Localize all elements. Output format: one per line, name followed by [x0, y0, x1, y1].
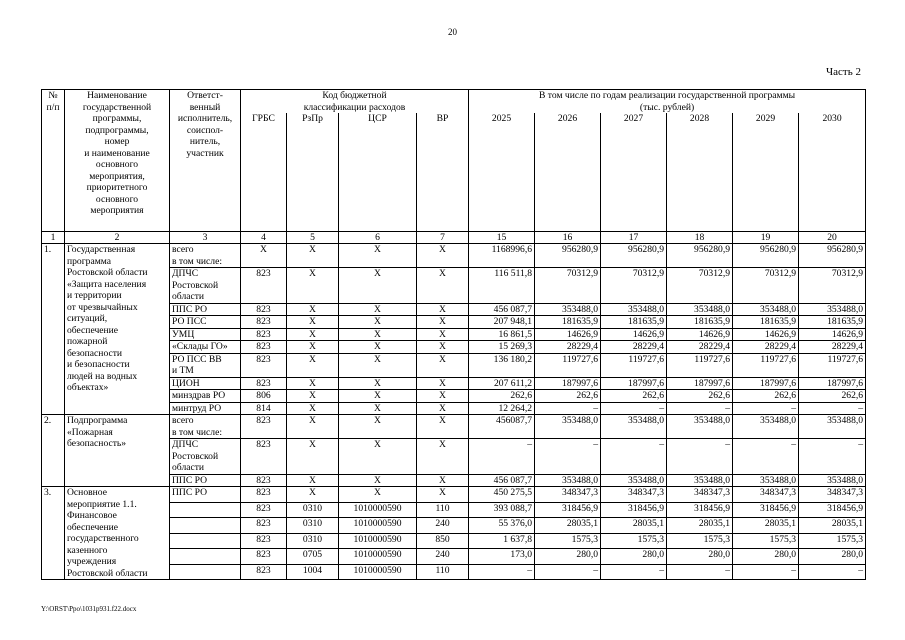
vr-cell: 850 [417, 533, 469, 549]
rzpr-cell: 0705 [287, 549, 339, 565]
header-code-col: ГРБС [241, 113, 287, 231]
y2029-cell: 28229,4 [733, 341, 799, 354]
rzpr-cell: Х [287, 268, 339, 304]
y2030-cell: 318456,9 [799, 502, 866, 518]
y2025-cell: 136 180,2 [469, 353, 535, 377]
executor-cell: РО ПСС ВВ и ТМ [170, 353, 241, 377]
y2029-cell: 280,0 [733, 549, 799, 565]
grbs-cell: 823 [241, 474, 287, 487]
y2030-cell: 187997,6 [799, 377, 866, 390]
y2025-cell: 12 264,2 [469, 402, 535, 415]
header-num: № п/п [42, 90, 65, 232]
csr-cell: Х [339, 487, 417, 503]
header-executor: Ответст- венный исполнитель, соиспол- нитель, участник [170, 90, 241, 232]
executor-cell: РО ПСС [170, 316, 241, 329]
csr-cell: Х [339, 402, 417, 415]
y2025-cell: 1 637,8 [469, 533, 535, 549]
column-number: 3 [170, 231, 241, 244]
executor-cell: ППС РО [170, 303, 241, 316]
y2029-cell: 262,6 [733, 390, 799, 403]
rzpr-cell: 0310 [287, 502, 339, 518]
y2029-cell: – [733, 402, 799, 415]
csr-cell: Х [339, 341, 417, 354]
executor-cell: всего в том числе: [170, 415, 241, 439]
column-number: 4 [241, 231, 287, 244]
csr-cell: Х [339, 328, 417, 341]
y2030-cell: 353488,0 [799, 474, 866, 487]
row-number: 1. [42, 244, 65, 415]
header-year: 2028 [667, 113, 733, 231]
y2026-cell: 14626,9 [535, 328, 601, 341]
header-year: 2030 [799, 113, 866, 231]
y2026-cell: 280,0 [535, 549, 601, 565]
column-number: 1 [42, 231, 65, 244]
rzpr-cell: Х [287, 487, 339, 503]
y2028-cell: 14626,9 [667, 328, 733, 341]
executor-cell: минздрав РО [170, 390, 241, 403]
executor-cell [170, 502, 241, 518]
header-code-col: ВР [417, 113, 469, 231]
y2030-cell: 280,0 [799, 549, 866, 565]
rzpr-cell: Х [287, 303, 339, 316]
rzpr-cell: Х [287, 415, 339, 439]
rzpr-cell: Х [287, 474, 339, 487]
y2026-cell: 262,6 [535, 390, 601, 403]
grbs-cell: 823 [241, 439, 287, 475]
vr-cell: Х [417, 402, 469, 415]
y2029-cell: 318456,9 [733, 502, 799, 518]
vr-cell: 110 [417, 502, 469, 518]
y2030-cell: 28035,1 [799, 518, 866, 534]
y2030-cell: 70312,9 [799, 268, 866, 304]
y2027-cell: 28229,4 [601, 341, 667, 354]
y2025-cell: 116 511,8 [469, 268, 535, 304]
y2027-cell: 956280,9 [601, 244, 667, 268]
csr-cell: Х [339, 377, 417, 390]
y2027-cell: – [601, 439, 667, 475]
header-years-group: В том числе по годам реализации государственной программы (тыс. рублей) [469, 90, 866, 114]
y2029-cell: 119727,6 [733, 353, 799, 377]
column-number: 6 [339, 231, 417, 244]
grbs-cell: Х [241, 244, 287, 268]
y2028-cell: 28035,1 [667, 518, 733, 534]
vr-cell: Х [417, 487, 469, 503]
y2027-cell: 353488,0 [601, 474, 667, 487]
y2025-cell: 173,0 [469, 549, 535, 565]
y2026-cell: – [535, 439, 601, 475]
y2025-cell: – [469, 564, 535, 580]
y2026-cell: 353488,0 [535, 474, 601, 487]
y2028-cell: 1575,3 [667, 533, 733, 549]
header-code-col: ЦСР [339, 113, 417, 231]
y2030-cell: – [799, 439, 866, 475]
header-year: 2027 [601, 113, 667, 231]
y2030-cell: – [799, 564, 866, 580]
y2030-cell: 181635,9 [799, 316, 866, 329]
header-year: 2029 [733, 113, 799, 231]
y2025-cell: 456 087,7 [469, 303, 535, 316]
grbs-cell: 814 [241, 402, 287, 415]
vr-cell: Х [417, 390, 469, 403]
vr-cell: Х [417, 377, 469, 390]
vr-cell: Х [417, 353, 469, 377]
rzpr-cell: 1004 [287, 564, 339, 580]
csr-cell: Х [339, 268, 417, 304]
budget-table [41, 89, 866, 580]
y2030-cell: 262,6 [799, 390, 866, 403]
column-number: 17 [601, 231, 667, 244]
y2028-cell: 318456,9 [667, 502, 733, 518]
executor-cell: УМЦ [170, 328, 241, 341]
y2027-cell: 14626,9 [601, 328, 667, 341]
y2025-cell: 456087,7 [469, 415, 535, 439]
y2029-cell: 348347,3 [733, 487, 799, 503]
rzpr-cell: 0310 [287, 533, 339, 549]
executor-cell: ЦИОН [170, 377, 241, 390]
grbs-cell: 823 [241, 487, 287, 503]
grbs-cell: 823 [241, 564, 287, 580]
y2027-cell: 70312,9 [601, 268, 667, 304]
grbs-cell: 823 [241, 328, 287, 341]
column-number: 18 [667, 231, 733, 244]
rzpr-cell: 0310 [287, 518, 339, 534]
y2028-cell: 353488,0 [667, 415, 733, 439]
y2025-cell: 207 948,1 [469, 316, 535, 329]
y2026-cell: 70312,9 [535, 268, 601, 304]
y2029-cell: 353488,0 [733, 474, 799, 487]
grbs-cell: 823 [241, 502, 287, 518]
y2028-cell: 119727,6 [667, 353, 733, 377]
executor-cell: всего в том числе: [170, 244, 241, 268]
y2027-cell: – [601, 402, 667, 415]
y2028-cell: 28229,4 [667, 341, 733, 354]
program-name: Государственная программа Ростовской области «Защита населения и территории от чрезвычайных ситуаций, обеспечение пожарной безопасности и безопасности людей на водных объектах» [65, 244, 170, 415]
y2025-cell: – [469, 439, 535, 475]
rzpr-cell: Х [287, 439, 339, 475]
grbs-cell: 823 [241, 268, 287, 304]
y2030-cell: 14626,9 [799, 328, 866, 341]
footer-file-path: Y:\ORST\Ppo\1031p931.f22.docx [41, 605, 137, 613]
y2027-cell: 181635,9 [601, 316, 667, 329]
y2030-cell: 353488,0 [799, 303, 866, 316]
row-number: 2. [42, 415, 65, 487]
y2026-cell: 956280,9 [535, 244, 601, 268]
executor-cell [170, 549, 241, 565]
table-row [42, 487, 866, 503]
grbs-cell: 823 [241, 316, 287, 329]
y2026-cell: 318456,9 [535, 502, 601, 518]
y2026-cell: 1575,3 [535, 533, 601, 549]
y2030-cell: 28229,4 [799, 341, 866, 354]
rzpr-cell: Х [287, 316, 339, 329]
csr-cell: Х [339, 474, 417, 487]
y2026-cell: 181635,9 [535, 316, 601, 329]
vr-cell: Х [417, 341, 469, 354]
grbs-cell: 823 [241, 377, 287, 390]
y2025-cell: 16 861,5 [469, 328, 535, 341]
y2025-cell: 450 275,5 [469, 487, 535, 503]
grbs-cell: 823 [241, 533, 287, 549]
executor-cell: минтруд РО [170, 402, 241, 415]
grbs-cell: 823 [241, 303, 287, 316]
y2026-cell: 187997,6 [535, 377, 601, 390]
header-name: Наименование государственной программы, подпрограммы, номер и наименование основного мероприятия, приоритетного основного мероприятия [65, 90, 170, 232]
header-year: 2026 [535, 113, 601, 231]
vr-cell: Х [417, 328, 469, 341]
y2029-cell: – [733, 564, 799, 580]
vr-cell: Х [417, 316, 469, 329]
grbs-cell: 823 [241, 341, 287, 354]
y2027-cell: 353488,0 [601, 303, 667, 316]
csr-cell: Х [339, 244, 417, 268]
csr-cell: 1010000590 [339, 518, 417, 534]
y2025-cell: 15 269,3 [469, 341, 535, 354]
y2026-cell: 348347,3 [535, 487, 601, 503]
rzpr-cell: Х [287, 377, 339, 390]
executor-cell: «Склады ГО» [170, 341, 241, 354]
y2029-cell: 28035,1 [733, 518, 799, 534]
vr-cell: Х [417, 439, 469, 475]
page-number: 20 [448, 27, 457, 37]
y2027-cell: – [601, 564, 667, 580]
y2030-cell: – [799, 402, 866, 415]
y2029-cell: – [733, 439, 799, 475]
y2025-cell: 393 088,7 [469, 502, 535, 518]
column-number: 16 [535, 231, 601, 244]
y2026-cell: – [535, 564, 601, 580]
csr-cell: Х [339, 316, 417, 329]
executor-cell [170, 533, 241, 549]
grbs-cell: 823 [241, 518, 287, 534]
column-number: 2 [65, 231, 170, 244]
grbs-cell: 823 [241, 353, 287, 377]
part-label: Часть 2 [826, 66, 861, 78]
y2026-cell: 353488,0 [535, 415, 601, 439]
y2029-cell: 956280,9 [733, 244, 799, 268]
y2029-cell: 70312,9 [733, 268, 799, 304]
grbs-cell: 823 [241, 549, 287, 565]
y2028-cell: 353488,0 [667, 474, 733, 487]
row-number: 3. [42, 487, 65, 580]
grbs-cell: 806 [241, 390, 287, 403]
executor-cell: ППС РО [170, 474, 241, 487]
header-budget-code: Код бюджетной классификации расходов [241, 90, 469, 114]
y2027-cell: 187997,6 [601, 377, 667, 390]
y2029-cell: 353488,0 [733, 415, 799, 439]
rzpr-cell: Х [287, 341, 339, 354]
grbs-cell: 823 [241, 415, 287, 439]
y2026-cell: 119727,6 [535, 353, 601, 377]
y2026-cell: – [535, 402, 601, 415]
y2028-cell: 353488,0 [667, 303, 733, 316]
rzpr-cell: Х [287, 390, 339, 403]
executor-cell: ДПЧС Ростовской области [170, 439, 241, 475]
executor-cell: ППС РО [170, 487, 241, 503]
y2028-cell: 181635,9 [667, 316, 733, 329]
y2029-cell: 353488,0 [733, 303, 799, 316]
header-code-col: РзПр [287, 113, 339, 231]
y2030-cell: 119727,6 [799, 353, 866, 377]
y2028-cell: – [667, 564, 733, 580]
y2028-cell: 348347,3 [667, 487, 733, 503]
y2025-cell: 456 087,7 [469, 474, 535, 487]
rzpr-cell: Х [287, 353, 339, 377]
rzpr-cell: Х [287, 402, 339, 415]
y2028-cell: 187997,6 [667, 377, 733, 390]
y2029-cell: 1575,3 [733, 533, 799, 549]
y2026-cell: 28035,1 [535, 518, 601, 534]
rzpr-cell: Х [287, 244, 339, 268]
csr-cell: Х [339, 353, 417, 377]
csr-cell: Х [339, 303, 417, 316]
column-number-row [42, 231, 866, 244]
y2030-cell: 1575,3 [799, 533, 866, 549]
csr-cell: Х [339, 390, 417, 403]
csr-cell: 1010000590 [339, 502, 417, 518]
executor-cell [170, 518, 241, 534]
csr-cell: Х [339, 439, 417, 475]
column-number: 5 [287, 231, 339, 244]
vr-cell: 240 [417, 549, 469, 565]
y2027-cell: 348347,3 [601, 487, 667, 503]
y2025-cell: 262,6 [469, 390, 535, 403]
table-header [42, 90, 866, 244]
executor-cell: ДПЧС Ростовской области [170, 268, 241, 304]
program-name: Основное мероприятие 1.1. Финансовое обеспечение государственного казенного учреждения Ростовской области [65, 487, 170, 580]
vr-cell: Х [417, 303, 469, 316]
y2028-cell: 70312,9 [667, 268, 733, 304]
vr-cell: 240 [417, 518, 469, 534]
y2030-cell: 353488,0 [799, 415, 866, 439]
y2026-cell: 353488,0 [535, 303, 601, 316]
y2026-cell: 28229,4 [535, 341, 601, 354]
y2027-cell: 119727,6 [601, 353, 667, 377]
y2029-cell: 187997,6 [733, 377, 799, 390]
column-number: 19 [733, 231, 799, 244]
vr-cell: Х [417, 415, 469, 439]
y2027-cell: 262,6 [601, 390, 667, 403]
y2025-cell: 55 376,0 [469, 518, 535, 534]
y2028-cell: – [667, 402, 733, 415]
column-number: 20 [799, 231, 866, 244]
y2027-cell: 353488,0 [601, 415, 667, 439]
vr-cell: Х [417, 474, 469, 487]
executor-cell [170, 564, 241, 580]
y2027-cell: 280,0 [601, 549, 667, 565]
y2029-cell: 181635,9 [733, 316, 799, 329]
y2028-cell: 262,6 [667, 390, 733, 403]
y2029-cell: 14626,9 [733, 328, 799, 341]
vr-cell: 110 [417, 564, 469, 580]
program-name: Подпрограмма «Пожарная безопасность» [65, 415, 170, 487]
y2027-cell: 1575,3 [601, 533, 667, 549]
y2027-cell: 318456,9 [601, 502, 667, 518]
y2028-cell: 280,0 [667, 549, 733, 565]
csr-cell: 1010000590 [339, 533, 417, 549]
y2027-cell: 28035,1 [601, 518, 667, 534]
csr-cell: Х [339, 415, 417, 439]
y2025-cell: 207 611,2 [469, 377, 535, 390]
y2030-cell: 348347,3 [799, 487, 866, 503]
header-year: 2025 [469, 113, 535, 231]
column-number: 7 [417, 231, 469, 244]
table-body [42, 244, 866, 580]
table-row [42, 415, 866, 439]
csr-cell: 1010000590 [339, 549, 417, 565]
column-number: 15 [469, 231, 535, 244]
y2028-cell: 956280,9 [667, 244, 733, 268]
csr-cell: 1010000590 [339, 564, 417, 580]
y2028-cell: – [667, 439, 733, 475]
y2025-cell: 1168996,6 [469, 244, 535, 268]
vr-cell: Х [417, 268, 469, 304]
y2030-cell: 956280,9 [799, 244, 866, 268]
vr-cell: Х [417, 244, 469, 268]
rzpr-cell: Х [287, 328, 339, 341]
table-row [42, 244, 866, 268]
